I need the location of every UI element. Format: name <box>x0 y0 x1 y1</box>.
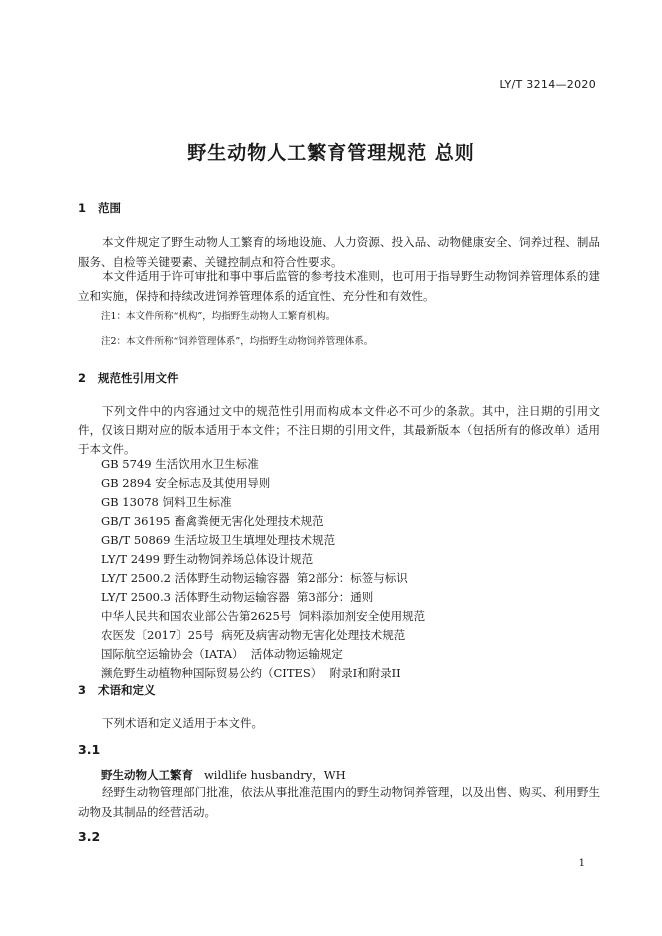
scope-paragraph-2: 本文件适用于许可审批和事中事后监管的参考技术准则，也可用于指导野生动物饲养管理体系的建立和实施，保持和持续改进饲养管理体系的适宜性、充分性和有效性。 <box>78 269 600 303</box>
reference-item: GB/T 50869 生活垃圾卫生填埋处理技术规范 <box>101 533 336 547</box>
reference-item: 濒危野生动植物种国际贸易公约（CITES） 附录I和附录II <box>101 666 401 680</box>
document-title: 野生动物人工繁育管理规范 总则 <box>187 142 475 164</box>
reference-list <box>101 455 425 683</box>
reference-item: LY/T 2499 野生动物饲养场总体设计规范 <box>101 552 314 566</box>
reference-item: GB 13078 饲料卫生标准 <box>101 495 232 509</box>
terms-intro: 下列术语和定义适用于本文件。 <box>102 716 263 730</box>
note-1: 注1：本文件所称“机构”，均指野生动物人工繁育机构。 <box>101 311 336 322</box>
page-number: 1 <box>578 858 585 869</box>
section-title: 范围 <box>98 201 121 215</box>
reference-item: GB 5749 生活饮用水卫生标准 <box>101 457 259 471</box>
reference-item: 农医发〔2017〕25号 病死及病害动物无害化处理技术规范 <box>101 628 406 642</box>
section-3-heading <box>78 682 156 698</box>
section-2-heading <box>78 370 179 386</box>
term-chinese: 野生动物人工繁育 <box>101 768 193 782</box>
clause-3-2-number: 3.2 <box>78 829 101 844</box>
standard-number: LY/T 3214—2020 <box>499 78 596 91</box>
term-definition: 经野生动物管理部门批准，依法从事批准范围内的野生动物饲养管理，以及出售、购买、利用野生动物及其制品的经营活动。 <box>78 785 600 819</box>
references-intro: 下列文件中的内容通过文中的规范性引用而构成本文件必不可少的条款。其中，注日期的引用文件，仅该日期对应的版本适用于本文件；不注日期的引用文件，其最新版本（包括所有的修改单）适用于本文件。 <box>78 404 600 456</box>
term-english: wildlife husbandry，WH <box>203 768 346 782</box>
reference-item: GB 2894 安全标志及其使用导则 <box>101 476 271 490</box>
section-number: 3 <box>78 683 87 697</box>
section-number: 1 <box>78 201 87 215</box>
note-2: 注2：本文件所称“饲养管理体系”，均指野生动物饲养管理体系。 <box>101 336 374 347</box>
reference-item: 中华人民共和国农业部公告第2625号 饲料添加剂安全使用规范 <box>101 609 426 623</box>
reference-item: LY/T 2500.3 活体野生动物运输容器 第3部分：通则 <box>101 590 374 604</box>
reference-item: GB/T 36195 畜禽粪便无害化处理技术规范 <box>101 514 324 528</box>
section-title: 规范性引用文件 <box>98 371 179 385</box>
section-1-heading <box>78 200 121 216</box>
reference-item: LY/T 2500.2 活体野生动物运输容器 第2部分：标签与标识 <box>101 571 408 585</box>
section-title: 术语和定义 <box>98 683 156 697</box>
scope-paragraph-1: 本文件规定了野生动物人工繁育的场地设施、人力资源、投入品、动物健康安全、饲养过程、制品服务、自检等关键要素、关键控制点和符合性要求。 <box>78 235 600 269</box>
clause-3-1-number: 3.1 <box>78 742 101 757</box>
reference-item: 国际航空运输协会（IATA） 活体动物运输规定 <box>101 647 343 661</box>
term-entry <box>101 767 346 783</box>
section-number: 2 <box>78 371 87 385</box>
